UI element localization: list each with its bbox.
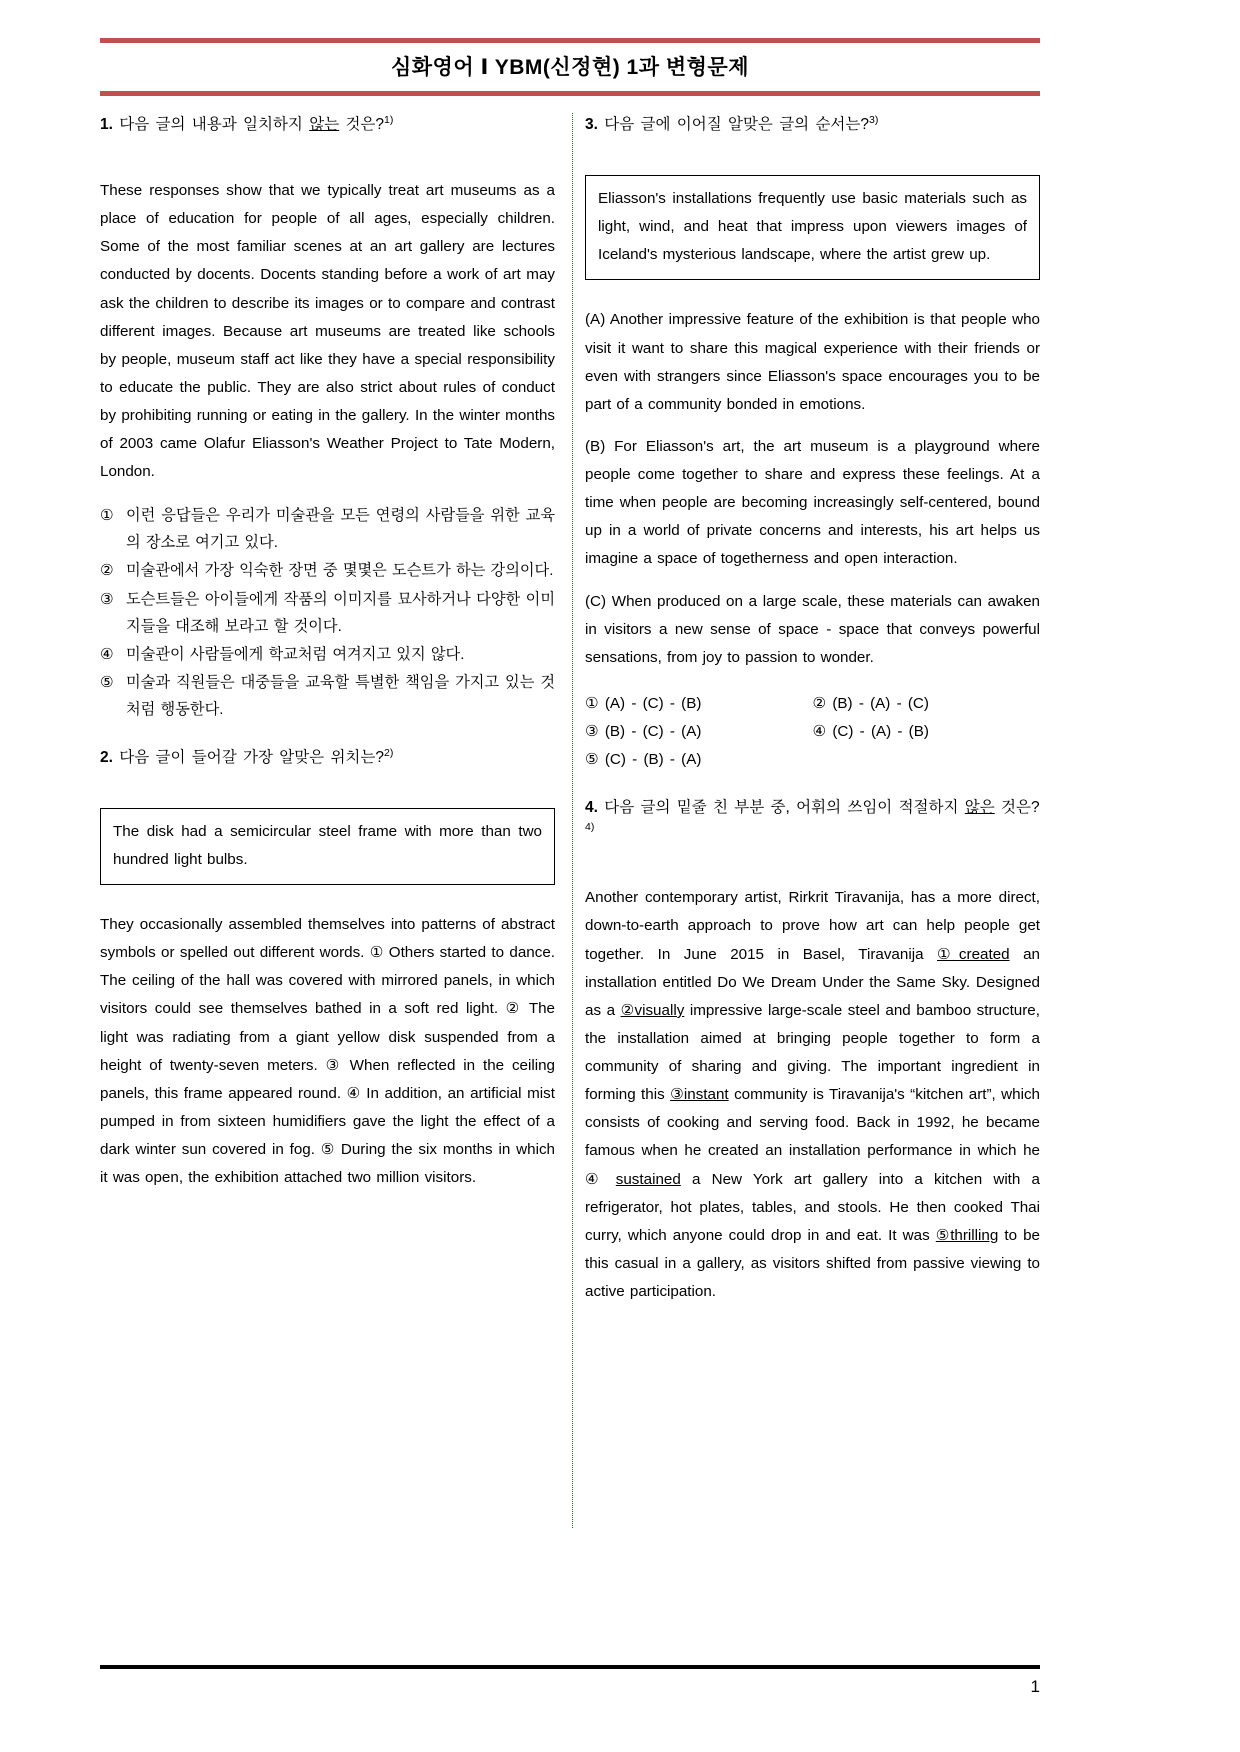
question-4-number: 4. bbox=[585, 799, 598, 817]
page-number: 1 bbox=[1030, 1677, 1040, 1696]
choice-label: 도슨트들은 아이들에게 작품의 이미지를 묘사하거나 다양한 이미지들을 대조해 보라고 할 것이다. bbox=[126, 590, 555, 635]
column-divider bbox=[572, 113, 573, 1528]
choices-row bbox=[585, 718, 1040, 746]
choice-label: (C) - (A) - (B) bbox=[832, 723, 929, 741]
choice-item[interactable] bbox=[813, 690, 1041, 718]
spacer bbox=[100, 143, 555, 177]
question-3-paragraph-b: (B) For Eliasson's art, the art museum is a playground where people come together to share and express these feelings. At a time when people are becoming increasingly self-centered, bound up in a world of private concerns and interests, his art helps us imagine a space of togetherness and open interaction. bbox=[585, 437, 1040, 568]
underlined-vocab: ③instant bbox=[670, 1086, 729, 1104]
choice-item[interactable] bbox=[100, 641, 555, 668]
passage-text: Another contemporary artist, Rirkrit Tiravanija, has a more direct, down-to-earth approach to prove how art can help people get together. In June 2015 in Basel, Tiravanija bbox=[585, 889, 1040, 963]
question-1-stem-after: 것은? bbox=[339, 116, 385, 133]
choice-marker: ① bbox=[585, 694, 599, 712]
question-3-heading bbox=[585, 113, 1040, 137]
underlined-vocab: ①created bbox=[937, 945, 1010, 963]
question-1-stem-before: 다음 글의 내용과 일치하지 bbox=[112, 116, 310, 133]
question-1-number: 1. bbox=[100, 116, 113, 133]
question-4-passage bbox=[585, 884, 1040, 1306]
choice-label: 미술관에서 가장 익숙한 장면 중 몇몇은 도슨트가 하는 강의이다. bbox=[126, 562, 554, 580]
question-1-footnote: 1) bbox=[384, 113, 394, 126]
spacer bbox=[585, 294, 1040, 306]
question-2-stem: 다음 글이 들어갈 가장 알맞은 위치는? bbox=[112, 748, 384, 766]
choice-marker: ④ bbox=[812, 723, 827, 741]
question-2-passage: They occasionally assembled themselves into patterns of abstract symbols or spelled out different words. ① Others started to dance. The ceiling of the hall was covered with mirrored panels, in which visitors could see themselves bathed in a soft red light. ② The light was radiating from a giant yellow disk suspended from a height of twenty-seven meters. ③ When reflected in the ceiling panels, this frame appeared round. ④ In addition, an artificial mist pumped in from sixteen humidifiers gave the light the effect of a dark winter sun covered in fog. ⑤ During the six months in which it was open, the exhibition attached two million visitors. bbox=[100, 916, 555, 1187]
choice-item[interactable] bbox=[100, 557, 555, 584]
choice-item[interactable] bbox=[585, 718, 813, 746]
question-3-footnote: 3) bbox=[869, 113, 879, 126]
two-column-body bbox=[100, 113, 1040, 1643]
page-title: 심화영어 Ⅰ YBM(신정현) 1과 변형문제 bbox=[390, 56, 750, 79]
choice-item[interactable] bbox=[585, 690, 813, 718]
choice-marker: ① bbox=[100, 507, 114, 525]
question-2-box-text: The disk had a semicircular steel frame with more than two hundred light bulbs. bbox=[113, 822, 542, 868]
choice-marker: ⑤ bbox=[100, 673, 114, 691]
question-4-stem-after: 것은? bbox=[994, 799, 1040, 817]
right-column bbox=[585, 113, 1040, 1643]
question-3-prompt-box bbox=[585, 175, 1040, 280]
choice-marker: ③ bbox=[100, 590, 114, 608]
choice-label: (A) - (C) - (B) bbox=[604, 694, 702, 712]
choice-marker: ③ bbox=[585, 723, 599, 741]
question-3-box-text: Eliasson's installations frequently use basic materials such as light, wind, and heat that impress upon viewers images of Iceland's mysterious landscape, where the artist grew up. bbox=[598, 190, 1027, 264]
question-4-stem-line1: 다음 글의 밑줄 친 부분 중, 어휘의 쓰임이 적절하지 bbox=[597, 799, 959, 817]
question-3-choices bbox=[585, 690, 1040, 774]
choices-row bbox=[585, 690, 1040, 718]
choices-row bbox=[585, 746, 1040, 774]
question-2-footnote: 2) bbox=[384, 746, 394, 759]
choice-label: 미술과 직원들은 대중들을 교육할 특별한 책임을 가지고 있는 것처럼 행동한다. bbox=[126, 673, 555, 718]
page-header bbox=[100, 38, 1040, 96]
question-4-heading bbox=[585, 796, 1040, 844]
question-1-passage: These responses show that we typically treat art museums as a place of education for people of all ages, especially children. Some of the most familiar scenes at an art gallery are lectures conducted by docents. Docents standing before a work of art may ask the children to describe its images or to compare and contrast different images. Because art museums are treated like schools by people, museum staff act like they have a special responsibility to educate the public. They are also strict about rules of conduct by prohibiting running or eating in the gallery. In the winter months of 2003 came Olafur Eliasson's Weather Project to Tate Modern, London. bbox=[100, 182, 555, 481]
choice-item[interactable] bbox=[100, 586, 555, 640]
choice-marker: ② bbox=[100, 562, 114, 580]
question-3-stem: 다음 글에 이어질 알맞은 글의 순서는? bbox=[597, 116, 869, 133]
choices-empty-cell bbox=[813, 746, 1041, 774]
choice-item[interactable] bbox=[100, 669, 555, 723]
underlined-vocab: sustained bbox=[615, 1170, 681, 1188]
question-4-stem-underline: 않은 bbox=[964, 799, 995, 817]
choice-item[interactable] bbox=[585, 746, 813, 774]
spacer bbox=[585, 774, 1040, 796]
choice-label: (B) - (A) - (C) bbox=[832, 694, 929, 712]
choice-item[interactable] bbox=[100, 502, 555, 556]
choice-marker: ⑤ bbox=[585, 751, 599, 769]
spacer bbox=[585, 850, 1040, 884]
left-column bbox=[100, 113, 555, 1643]
underlined-vocab: ②visually bbox=[620, 1001, 685, 1019]
question-1-stem-underline: 않는 bbox=[309, 116, 340, 133]
spacer bbox=[100, 899, 555, 911]
passage-text: an installation entitled Do We Dream Under the Same Sky. Designed as a bbox=[585, 945, 1040, 1019]
choice-label: 이런 응답들은 우리가 미술관을 모든 연령의 사람들을 위한 교육의 장소로 여기고 있다. bbox=[126, 507, 555, 552]
choice-item[interactable] bbox=[813, 718, 1041, 746]
question-2-insert-box bbox=[100, 808, 555, 885]
spacer bbox=[585, 143, 1040, 165]
choice-label: (B) - (C) - (A) bbox=[604, 723, 702, 741]
passage-text: impressive large-scale steel and bamboo structure, the installation aimed at bringing people together to form a community of sharing and giving. The important ingredient in forming this bbox=[585, 1001, 1040, 1104]
header-rule-bottom bbox=[100, 91, 1040, 96]
question-3-paragraph-a: (A) Another impressive feature of the exhibition is that people who visit it want to share this magical experience with their friends or even with strangers since Eliasson's space encourages you to be part of a community bonded in emotions. bbox=[585, 311, 1040, 413]
spacer bbox=[100, 724, 555, 746]
question-1-choices bbox=[100, 502, 555, 722]
choice-label: 미술관이 사람들에게 학교처럼 여겨지고 있지 않다. bbox=[126, 645, 465, 663]
choice-marker: ④ bbox=[100, 645, 114, 663]
spacer bbox=[100, 776, 555, 798]
passage-text: a New York art gallery into a kitchen with a refrigerator, hot plates, tables, and stools. He then cooked Thai curry, which anyone could drop in and eat. It was bbox=[585, 1170, 1040, 1244]
question-3-number: 3. bbox=[585, 116, 598, 133]
question-1-heading bbox=[100, 113, 555, 137]
question-2-heading bbox=[100, 746, 555, 770]
choice-label: (C) - (B) - (A) bbox=[604, 751, 702, 769]
page-footer bbox=[100, 1665, 1040, 1697]
underlined-vocab: ⑤thrilling bbox=[935, 1226, 999, 1244]
choice-marker: ② bbox=[812, 694, 827, 712]
question-2-number: 2. bbox=[100, 748, 113, 766]
passage-text: to be this casual in a gallery, as visitors shifted from passive viewing to active participation. bbox=[585, 1226, 1041, 1301]
question-4-footnote: 4) bbox=[585, 821, 595, 834]
passage-text: community is Tiravanija's “kitchen art”, which consists of cooking and serving food. Back in 1992, he became famous when he created an installation performance in which he ④ bbox=[585, 1086, 1040, 1188]
question-3-paragraph-c: (C) When produced on a large scale, these materials can awaken in visitors a new sense of space - space that conveys powerful sensations, from joy to passion to wonder. bbox=[585, 592, 1040, 666]
